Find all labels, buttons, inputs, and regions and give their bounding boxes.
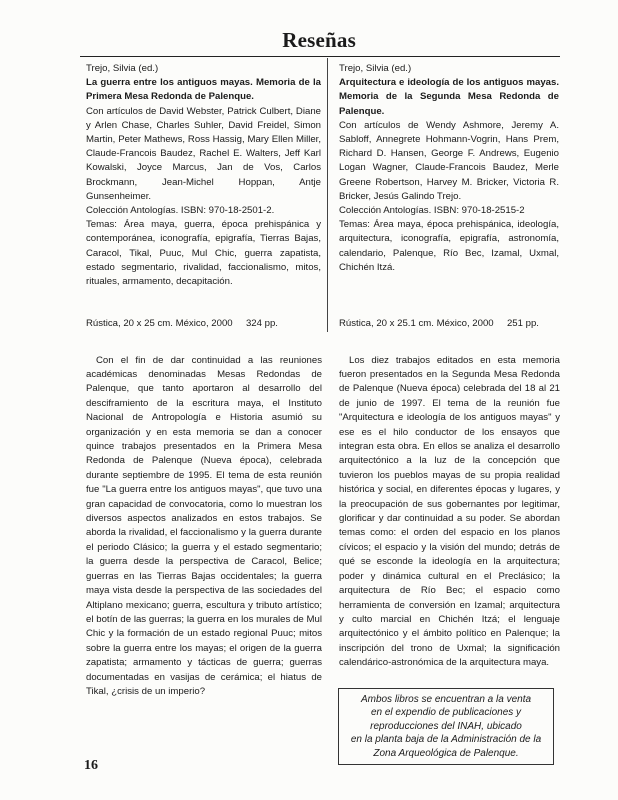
left-contributors: Con artículos de David Webster, Patrick Culbert, Diane y Arlen Chase, Charles Suhler, David Freidel, Simon Martin, Peter Mathews, Ross Hassig, Mary Ellen Miller, Claude-Francois Baudez, Rachel E. Walters, Jeff Karl Kowalski, Joyce Marcus, Jan de Vos, Carlos Brockmann, Jean-Michel Hoppan, Antje Gunsenheimer.: [86, 105, 321, 202]
left-price-line: Rústica, 20 x 25 cm. México, 2000 324 pp.: [86, 318, 278, 329]
left-review-body: Con el fin de dar continuidad a las reuniones académicas denominadas Mesas Redondas de Palenque, que tanto aportaron al desarrollo del desciframiento de la escritura maya, el Instituto Nacional de Antropología e Historia asumió su organización y en esta memoria se dan a conocer quince trabajos presentados en la Primera Mesa Redonda de Palenque (Nueva época), celebrada durante septiembre de 1995. El tema de esta reunión fue "La guerra entre los antiguos mayas", que tuvo una gran capacidad de convocatoria, como lo muestran los diversos aspectos analizados en estos trabajos. Se aborda la rivalidad, el faccionalismo y la guerra durante el periodo Clásico; la guerra y el estado segmentario; la guerra desde la perspectiva de Caracol, Belice; guerras en las Tierras Bajas occidentales; la guerra maya vista desde la perspectiva de las sociedades del Altiplano mexicano; guerra, escultura y tributo artístico; el botín de las guerras; la guerra en los murales de Mul Chic y la formación de un estado regional Puuc; mitos sobre la guerra entre los mayas; el origen de la guerra zapatista; armamento y tácticas de guerra; guerras documentadas en vasijas de cerámica; el hiatus de Tikal, ¿crisis de un imperio?: [86, 354, 322, 697]
right-author: Trejo, Silvia (ed.): [339, 63, 412, 74]
notice-line: en la planta baja de la Administración de la: [350, 734, 542, 746]
right-topics: Temas: Área maya, época prehispánica, ideología, arquitectura, iconografía, epigrafía, astronomía, calendario, Palenque, Río Bec, Izamal, Uxmal, Chichén Itzá.: [339, 219, 559, 273]
right-book-title: Arquitectura e ideología de los antiguos mayas. Memoria de la Segunda Mesa Redonda de Palenque.: [339, 77, 559, 117]
notice-line: en el expendio de publicaciones y: [370, 707, 522, 719]
notice-line: reproducciones del INAH, ubicado: [370, 720, 522, 732]
left-topics: Temas: Área maya, guerra, época prehispánica y contemporánea, iconografía, epigrafía, Tierras Bajas, Caracol, Tikal, Puuc, Mul Chic, guerra zapatista, estado segmentario, rivalidad, faccionalismo, mitos, rituales, armamento, decapitación.: [86, 219, 321, 288]
right-book-entry: [339, 62, 559, 275]
right-review-body: Los diez trabajos editados en esta memoria fueron presentados en la Segunda Mesa Redonda de Palenque (Nueva época) celebrada del 18 al 21 de junio de 1997. El tema de la reunión fue "Arquitectura e ideología de los antiguos mayas" y ese es el hilo conductor de los ensayos que integran esta obra. En ellos se analiza el desarrollo arquitectónico a la luz de la concepción que tuvieron los pueblos mayas de su propia realidad histórica y social, en diferentes épocas y lugares, y la preocupación de sus gobernantes por legitimar, glorificar y dar continuidad a su poder. Se abordan temas como: el orden del espacio en los planos cívicos; el espacio y la visión del mundo; detrás de qué se esconde la ideología en la arquitectura; poder y dinámica cultural en el Preclásico; la arquitectura de Río Bec; el espacio como herramienta de conversión en Izamal; arquitectura y culto marcial en Chichén Itzá; el lenguaje arquitectónico y el ámbito político en Palenque; la inscripción del trono de Uxmal; la significación calendárico-astronómica de la arquitectura maya.: [339, 354, 560, 669]
column-divider: [327, 58, 328, 332]
page-number: 16: [84, 758, 98, 773]
left-book-title: La guerra entre los antiguos mayas. Memoria de la Primera Mesa Redonda de Palenque.: [86, 77, 321, 103]
page-title: Reseñas: [282, 28, 356, 52]
header-rule: [80, 56, 560, 57]
availability-notice: [338, 688, 554, 765]
right-collection: Colección Antologías. ISBN: 970-18-2515-2: [339, 205, 525, 217]
right-contributors: Con artículos de Wendy Ashmore, Jeremy A. Sabloff, Annegrete Hohmann-Vogrin, Hans Prem, Richard D. Hansen, George F. Andrews, Eugenio Logan Wagner, Claude-Francois Baudez, Merle Greene Robertson, Harvey M. Bricker, Victoria R. Bricker, Jesús Galindo Trejo.: [339, 119, 559, 202]
left-collection: Colección Antologías. ISBN: 970-18-2501-2.: [86, 205, 275, 217]
left-book-entry: [86, 62, 321, 289]
notice-line: Zona Arqueológica de Palenque.: [373, 747, 519, 759]
left-author: Trejo, Silvia (ed.): [86, 63, 159, 74]
right-price-line: Rústica, 20 x 25.1 cm. México, 2000 251 pp.: [339, 318, 539, 329]
notice-line: Ambos libros se encuentran a la venta: [360, 694, 532, 705]
